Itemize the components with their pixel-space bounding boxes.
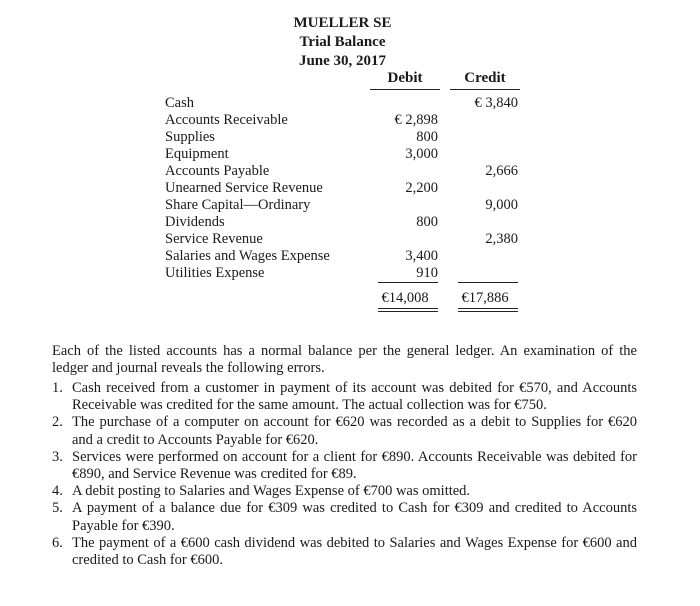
credit-total: €17,886 bbox=[461, 290, 509, 306]
error-item bbox=[52, 535, 637, 569]
error-item bbox=[52, 414, 637, 448]
company-name: MUELLER SE bbox=[293, 15, 392, 31]
account-name: Cash bbox=[165, 95, 194, 111]
account-row bbox=[165, 197, 525, 214]
account-name: Share Capital—Ordinary bbox=[165, 197, 311, 213]
error-number: 2. bbox=[52, 414, 63, 431]
error-text: Cash received from a customer in payment of its account was debited for €570, and Accounts Receivable was credited for the same amount. The actual collection was for €750. bbox=[72, 380, 637, 414]
account-row bbox=[165, 163, 525, 180]
account-debit: € 2,898 bbox=[394, 112, 438, 128]
error-text: A debit posting to Salaries and Wages Expense of €700 was omitted. bbox=[72, 483, 471, 500]
account-credit: 2,666 bbox=[485, 163, 518, 179]
error-number: 6. bbox=[52, 534, 63, 551]
account-row bbox=[165, 95, 525, 112]
error-item bbox=[52, 380, 637, 414]
account-row bbox=[165, 146, 525, 163]
account-name: Accounts Payable bbox=[165, 163, 270, 179]
error-item bbox=[52, 483, 637, 500]
credit-total-double-rule bbox=[458, 308, 518, 312]
account-row bbox=[165, 231, 525, 248]
credit-column-header: Credit bbox=[450, 70, 520, 90]
account-name: Supplies bbox=[165, 129, 215, 145]
error-item bbox=[52, 449, 637, 483]
error-number: 1. bbox=[52, 380, 63, 396]
account-name: Equipment bbox=[165, 146, 229, 162]
account-row bbox=[165, 265, 525, 282]
account-name: Utilities Expense bbox=[165, 265, 265, 281]
account-debit: 3,400 bbox=[405, 248, 438, 264]
account-name: Dividends bbox=[165, 214, 225, 230]
debit-subtotal-rule bbox=[378, 282, 438, 283]
account-debit: 800 bbox=[416, 214, 438, 230]
account-debit: 3,000 bbox=[405, 146, 438, 162]
account-row bbox=[165, 248, 525, 265]
account-row bbox=[165, 112, 525, 129]
account-name: Unearned Service Revenue bbox=[165, 180, 323, 196]
error-text: A payment of a balance due for €309 was credited to Cash for €309 and credited to Accounts Payable for €390. bbox=[72, 500, 637, 534]
account-debit: 2,200 bbox=[405, 180, 438, 196]
error-text: The payment of a €600 cash dividend was debited to Salaries and Wages Expense for €600 and credited to Cash for €600. bbox=[72, 534, 637, 569]
account-credit: 9,000 bbox=[485, 197, 518, 213]
trial-balance-header bbox=[240, 14, 445, 71]
account-name: Service Revenue bbox=[165, 231, 263, 247]
account-name: Salaries and Wages Expense bbox=[165, 248, 330, 264]
account-debit: 800 bbox=[416, 129, 438, 145]
error-number: 3. bbox=[52, 448, 63, 465]
statement-title: Trial Balance bbox=[299, 34, 386, 50]
account-credit: € 3,840 bbox=[474, 95, 518, 111]
statement-date: June 30, 2017 bbox=[298, 53, 387, 69]
account-row bbox=[165, 214, 525, 231]
account-credit: 2,380 bbox=[485, 231, 518, 247]
error-number: 4. bbox=[52, 483, 63, 500]
debit-column-header: Debit bbox=[370, 70, 440, 90]
error-number: 5. bbox=[52, 500, 63, 517]
errors-list bbox=[52, 380, 637, 569]
account-row bbox=[165, 129, 525, 146]
debit-total-double-rule bbox=[378, 308, 438, 312]
error-item bbox=[52, 500, 637, 534]
error-text: The purchase of a computer on account for €620 was recorded as a debit to Supplies for €620 and a credit to Accounts Payable for €620. bbox=[72, 414, 637, 448]
account-debit: 910 bbox=[416, 265, 438, 281]
error-text: Services were performed on account for a client for €890. Accounts Receivable was debited for €890, and Service Revenue was credited for €89. bbox=[72, 448, 637, 483]
account-row bbox=[165, 180, 525, 197]
credit-subtotal-rule bbox=[458, 282, 518, 283]
debit-total: €14,008 bbox=[381, 290, 429, 306]
account-name: Accounts Receivable bbox=[165, 112, 288, 128]
intro-paragraph: Each of the listed accounts has a normal balance per the general ledger. An examination of the ledger and journal reveals the following errors. bbox=[52, 343, 637, 377]
